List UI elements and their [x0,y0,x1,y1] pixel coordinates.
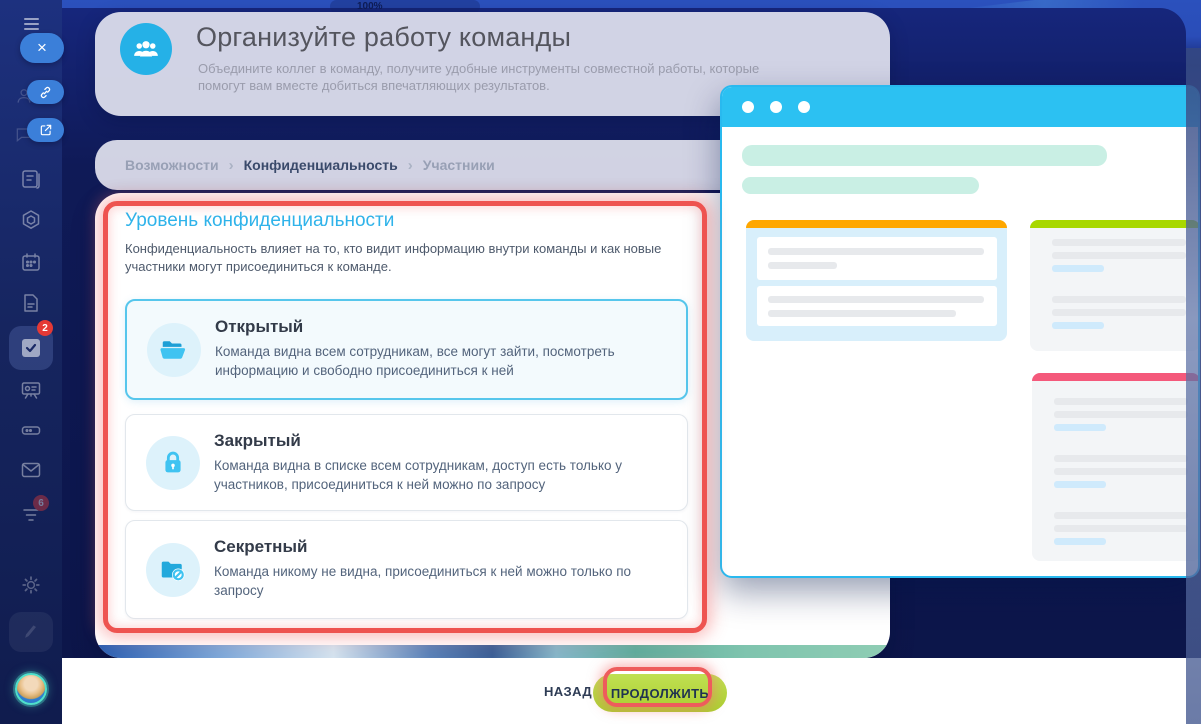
close-button[interactable] [20,33,64,63]
panel-footer-image [95,645,890,658]
option-description: Команда видна всем сотрудникам, все могут зайти, посмотреть информацию и свободно присоединиться к ней [215,344,615,378]
continue-button[interactable]: ПРОДОЛЖИТЬ [593,674,727,712]
preview-card-pink [1032,373,1200,561]
settings-button[interactable] [19,573,43,597]
open-folder-icon [159,335,189,365]
window-dot-icon [770,101,782,113]
placeholder-title-bar [742,145,1107,166]
preview-card-orange [746,220,1007,341]
window-dot-icon [798,101,810,113]
document-icon [19,291,43,315]
sidebar-item-feed[interactable] [19,167,43,191]
privacy-section-title: Уровень конфиденциальности [125,210,395,231]
preview-card-lime [1030,220,1200,351]
link-icon [38,85,53,100]
preview-window [720,85,1200,578]
drive-icon [19,418,43,442]
zoom-indicator: 100% [357,1,383,12]
privacy-section-description: Конфиденциальность влияет на то, кто видит информацию внутри команды и как новые участники могут присоединиться к команде. [125,241,662,274]
breadcrumb-step-features[interactable]: Возможности [125,157,219,173]
crm-badge: 6 [33,495,49,511]
option-description: Команда никому не видна, присоединиться к ней можно только по запросу [214,564,632,598]
sidebar-item-workgroups[interactable] [19,208,43,232]
presentation-icon [19,378,43,402]
rocket-icon [21,622,41,642]
placeholder-subtitle-bar [742,177,979,194]
privacy-option-closed[interactable] [125,414,688,511]
privacy-option-secret[interactable] [125,520,688,619]
mail-icon [19,458,43,482]
option-title: Секретный [214,537,308,556]
tasks-icon [19,336,43,360]
option-icon-circle [147,323,201,377]
sidebar-item-mail[interactable] [19,458,43,482]
user-avatar[interactable] [15,673,47,705]
option-description: Команда видна в списке всем сотрудникам, доступ есть только у участников, присоединиться к ней можно по запросу [214,458,623,492]
privacy-option-open[interactable] [125,299,688,400]
sidebar [0,0,62,724]
gear-icon [19,573,43,597]
preview-titlebar [722,87,1198,127]
sidebar-item-documents[interactable] [19,291,43,315]
page-subtitle: Объедините коллег в команду, получите удобные инструменты совместной работы, которые помогут вам вместе добиться впечатляющих результатов. [198,61,760,93]
sidebar-item-drive[interactable] [19,418,43,442]
team-group-icon [131,34,161,64]
window-scrollbar[interactable] [1186,48,1201,724]
page-title: Организуйте работу команды [196,22,572,52]
sidebar-item-crm[interactable] [19,497,44,527]
option-icon-circle [146,543,200,597]
calendar-icon [19,250,43,274]
option-title: Открытый [215,317,304,336]
close-icon: × [37,38,47,57]
external-link-icon [39,123,53,137]
rocket-button[interactable] [9,612,53,652]
option-title: Закрытый [214,431,301,450]
option-icon-circle [146,436,200,490]
sidebar-item-calendar[interactable] [19,250,43,274]
team-icon-circle [120,23,172,75]
hamburger-icon[interactable] [24,18,39,31]
breadcrumb-step-privacy[interactable]: Конфиденциальность [243,157,398,173]
open-external-button[interactable] [27,118,64,142]
sidebar-item-presentation[interactable] [19,378,43,402]
secret-folder-icon [158,555,188,585]
sidebar-item-tasks[interactable] [9,322,53,370]
window-dot-icon [742,101,754,113]
breadcrumb-step-members[interactable]: Участники [422,157,495,173]
tasks-badge: 2 [37,320,53,336]
link-button[interactable] [27,80,64,104]
feed-icon [19,167,43,191]
wizard-footer [62,658,1201,724]
hexagon-icon [19,208,43,232]
chevron-right-icon: › [407,156,413,174]
back-button[interactable]: НАЗАД [528,676,608,706]
chevron-right-icon: › [228,156,234,174]
lock-icon [159,449,187,477]
